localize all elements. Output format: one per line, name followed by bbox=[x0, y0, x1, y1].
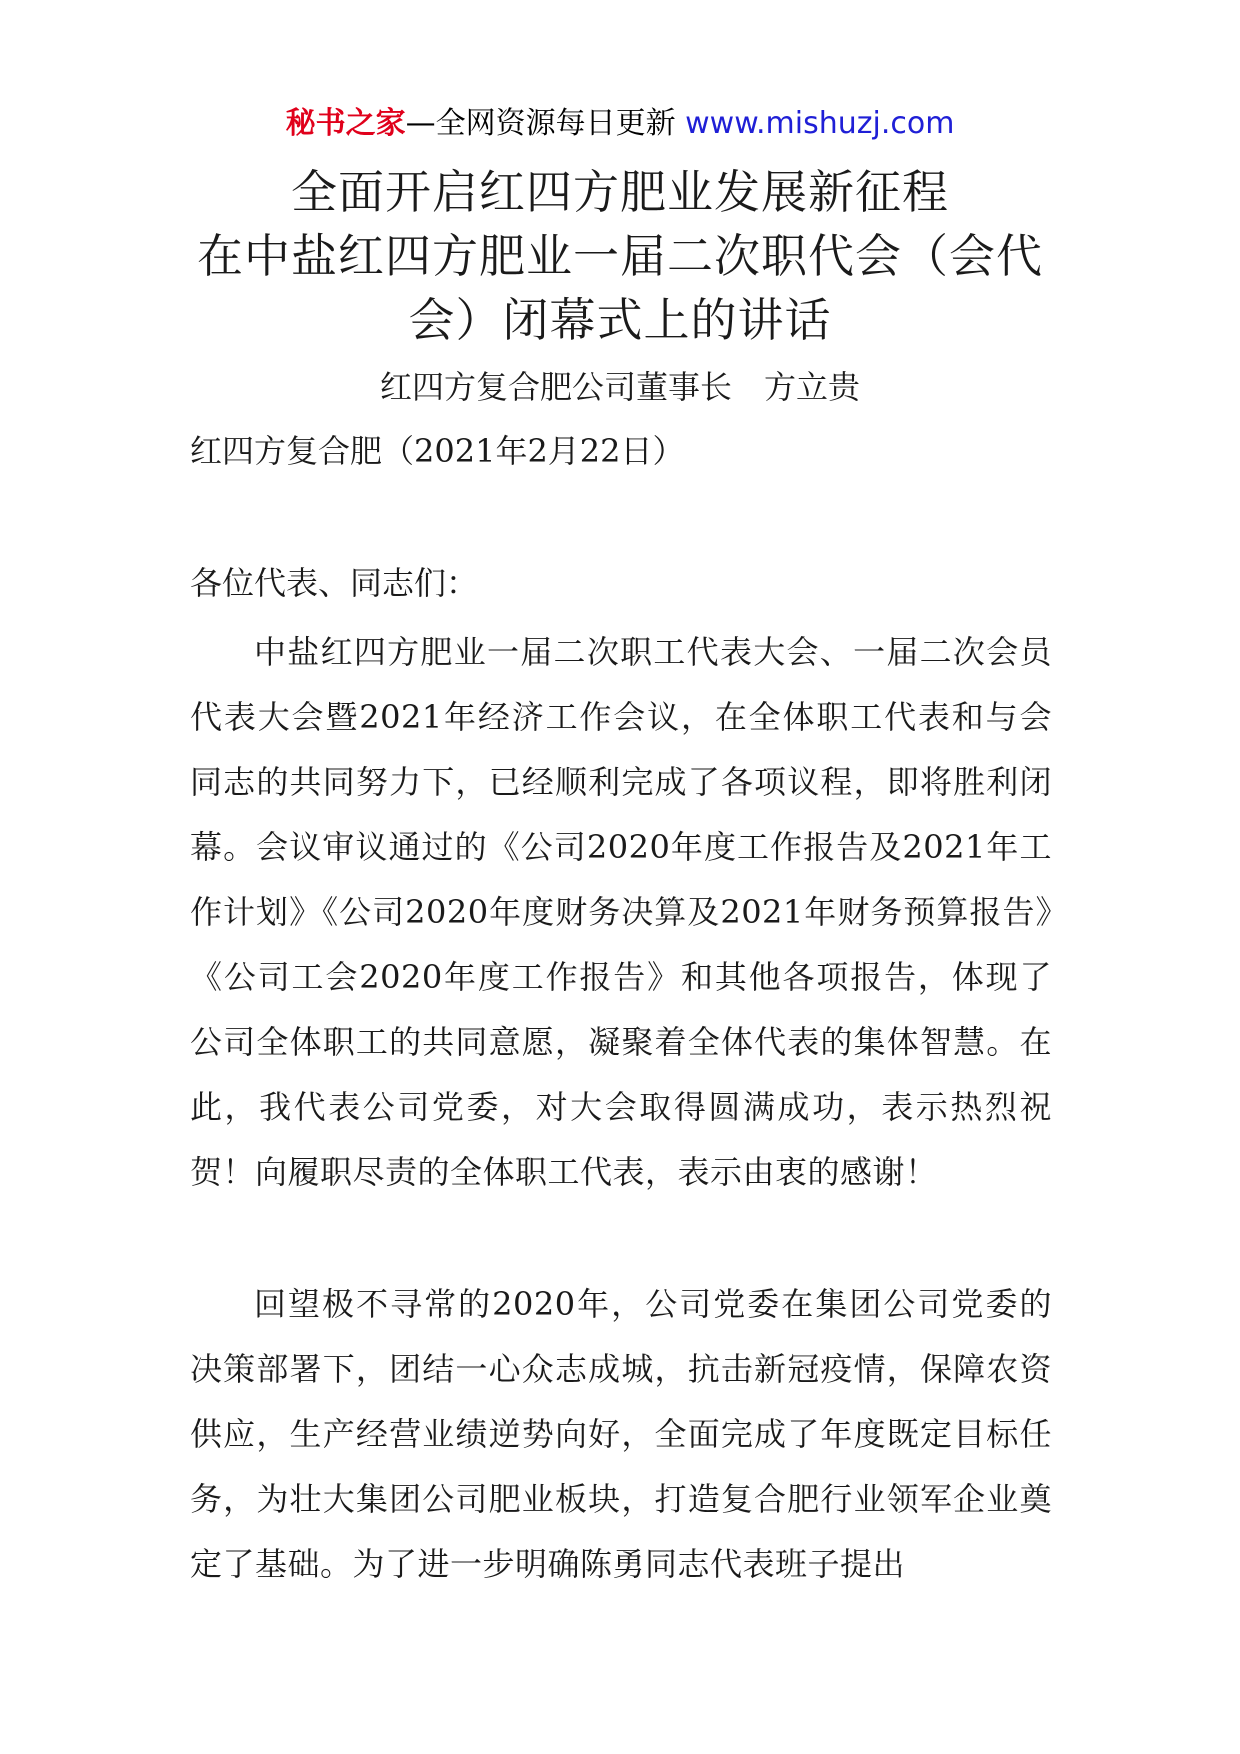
title-line-2: 在中盐红四方肥业一届二次职代会（会代 bbox=[197, 229, 1043, 283]
body-paragraph-2: 回望极不寻常的2020年，公司党委在集团公司党委的决策部署下，团结一心众志成城，抗击新冠疫情，保障农资供应，生产经营业绩逆势向好，全面完成了年度既定目标任务，为壮大集团公司肥业板块，打造复合肥行业领军企业奠定了基础。为了进一步明确陈勇同志代表班子提出 bbox=[190, 1285, 1052, 1583]
salutation: 各位代表、同志们： bbox=[190, 564, 479, 602]
body-paragraph-1: 中盐红四方肥业一届二次职工代表大会、一届二次会员代表大会暨2021年经济工作会议，在全体职工代表和与会同志的共同努力下，已经顺利完成了各项议程，即将胜利闭幕。会议审议通过的《公司2020年度工作报告及2021年工作计划》《公司2020年度财务决算及2021年财务预算报告》《公司工会2020年度工作报告》和其他各项报告，体现了公司全体职工的共同意愿，凝聚着全体代表的集体智慧。在此，我代表公司党委，对大会取得圆满成功，表示热烈祝贺！向履职尽责的全体职工代表，表示由衷的感谢！ bbox=[190, 633, 1052, 1191]
title-line-1: 全面开启红四方肥业发展新征程 bbox=[291, 165, 949, 219]
banner-url-link[interactable]: www.mishuzj.com bbox=[685, 106, 955, 141]
banner-tagline: —全网资源每日更新 bbox=[405, 106, 676, 141]
date-line: 红四方复合肥（2021年2月22日） bbox=[190, 432, 685, 470]
document-title bbox=[180, 160, 1060, 352]
site-banner bbox=[0, 102, 1240, 146]
author-line: 红四方复合肥公司董事长 方立贵 bbox=[379, 368, 860, 406]
title-line-3: 会）闭幕式上的讲话 bbox=[408, 293, 832, 347]
banner-brand: 秘书之家 bbox=[285, 106, 406, 141]
